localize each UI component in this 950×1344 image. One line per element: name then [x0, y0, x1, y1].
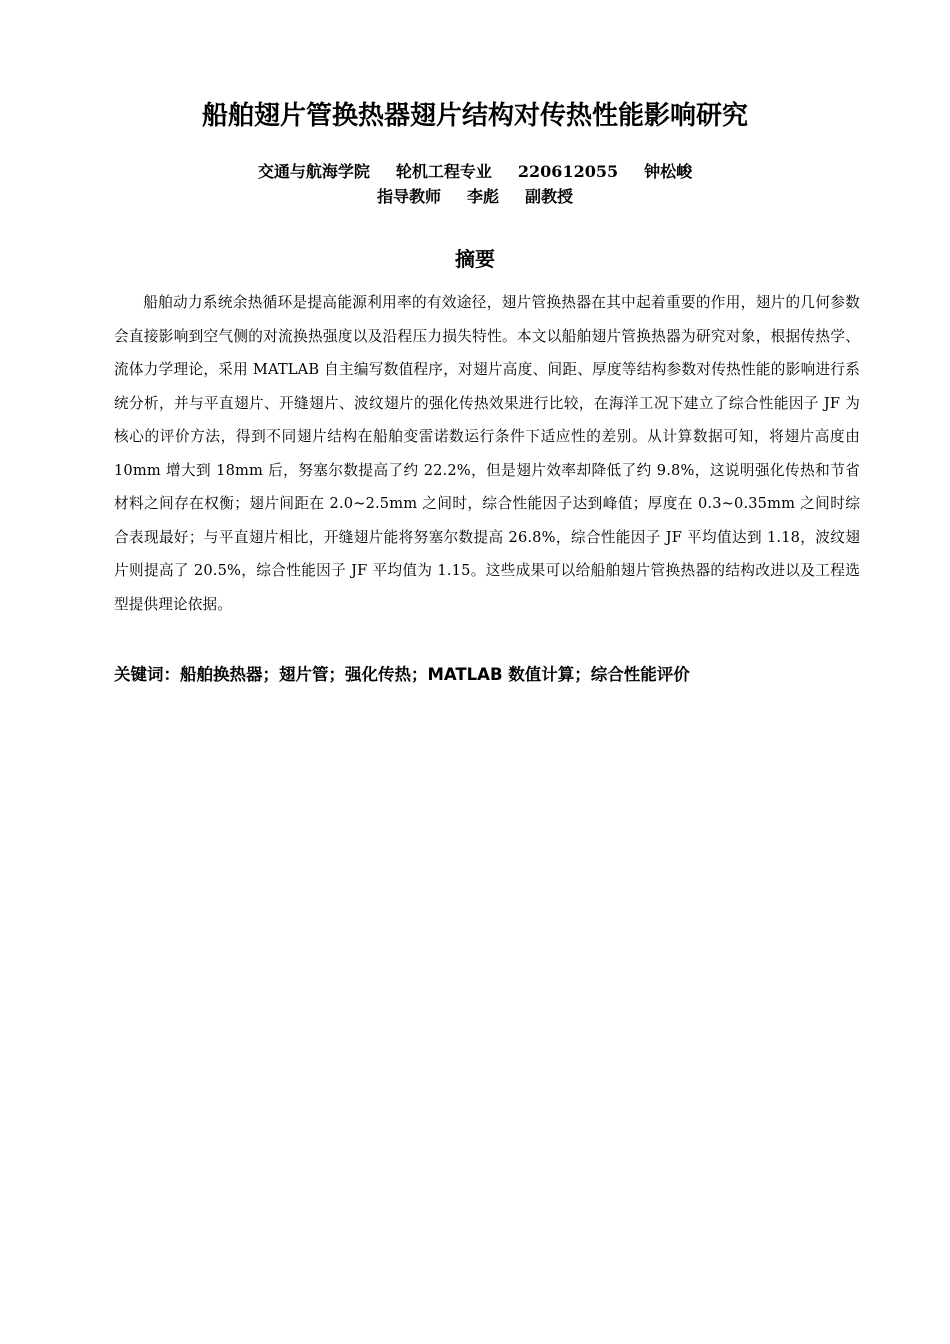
college-name: 交通与航海学院: [257, 162, 370, 181]
advisor-line: [0, 185, 950, 209]
abstract-text: 船舶动力系统余热循环是提高能源利用率的有效途径，翅片管换热器在其中起着重要的作用，翅片的几何参数会直接影响到空气侧的对流换热强度以及沿程压力损失特性。本文以船舶翅片管换热器为研究对象，根据传热学、流体力学理论，采用 MATLAB 自主编写数值程序，对翅片高度、间距、厚度等结构参数对传热性能的影响进行系统分析，并与平直翅片、开缝翅片、波纹翅片的强化传热效果进行比较，在海洋工况下建立了综合性能因子 JF 为核心的评价方法，得到不同翅片结构在船舶变雷诺数运行条件下适应性的差别。从计算数据可知，将翅片高度由 10mm 增大到 18mm 后，努塞尔数提高了约 22.2%，但是翅片效率却降低了约 9.8%，这说明强化传热和节省材料之间存在权衡；翅片间距在 2.0~2.5mm 之间时，综合性能因子达到峰值；厚度在 0.3~0.35mm 之间时综合表现最好；与平直翅片相比，开缝翅片能将努塞尔数提高 26.8%，综合性能因子 JF 平均值达到 1.18，波纹翅片则提高了 20.5%，综合性能因子 JF 平均值为 1.15。这些成果可以给船舶翅片管换热器的结构改进以及工程选型提供理论依据。: [114, 294, 860, 613]
major-name: 轮机工程专业: [395, 162, 492, 181]
student-id: 220612055: [517, 162, 619, 181]
student-name: 钟松峻: [644, 162, 693, 181]
abstract-heading: 摘要: [455, 247, 495, 271]
paper-title: 船舶翅片管换热器翅片结构对传热性能影响研究: [201, 101, 748, 131]
advisor-title: 副教授: [525, 187, 574, 206]
advisor-name: 李彪: [466, 187, 499, 206]
keywords-line: 关键词：船舶换热器；翅片管；强化传热；MATLAB 数值计算；综合性能评价: [114, 665, 690, 684]
advisor-label: 指导教师: [376, 187, 441, 206]
author-line: [0, 160, 950, 184]
